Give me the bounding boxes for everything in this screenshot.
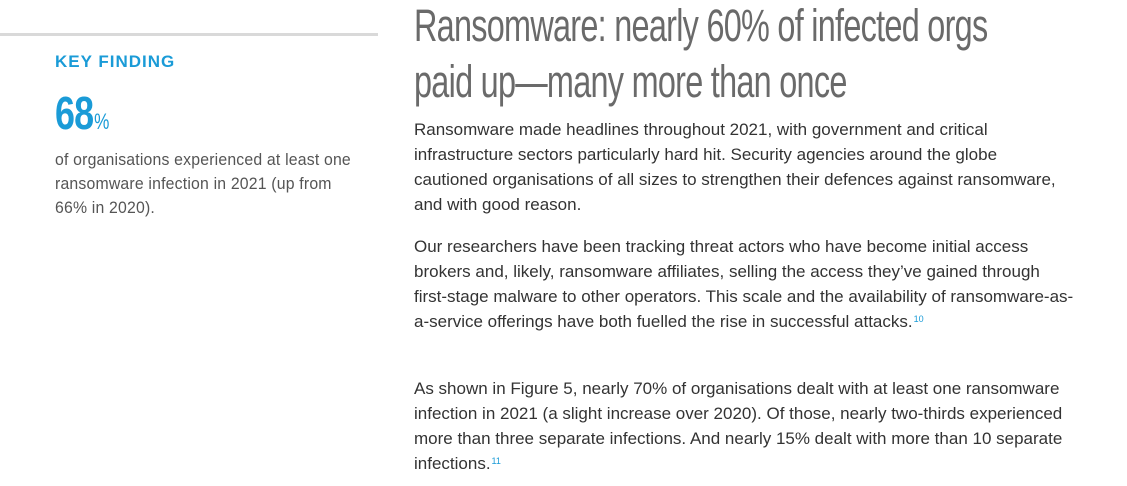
key-finding-label: KEY FINDING (55, 52, 176, 71)
article-main (414, 0, 1114, 473)
page-title (414, 0, 1084, 110)
paragraph-2-text: Our researchers have been tracking threat actors who have become initial access brokers and, likely, ransomware affiliates, selling the access they’ve gained through first-stage malware to other operators. This scale and the availability of ransomware-as-a-service offerings have both fuelled the rise in successful attacks. (414, 237, 1074, 331)
stat-description: of organisations experienced at least one ransomware infection in 2021 (up from 66% in 2020). (55, 150, 351, 217)
paragraph-1 (414, 117, 1074, 217)
paragraph-1-text: Ransomware made headlines throughout 2021, with government and critical infrastructure sectors particularly hard hit. Security agencies around the globe cautioned organisations of all sizes to strengthen their defences against ransomware, and with good reason. (414, 120, 1056, 214)
title-line-1: Ransomware: nearly 60% of infected orgs (414, 0, 988, 51)
title-line-2: paid up—many more than once (414, 56, 847, 107)
stat-value: 68 (55, 87, 94, 139)
paragraph-3-text: As shown in Figure 5, nearly 70% of organisations dealt with at least one ransomware infection in 2021 (a slight increase over 2020). Of those, nearly two-thirds experienced more than three separate infections. And nearly 15% dealt with more than 10 separate infections. (414, 379, 1063, 473)
paragraph-2 (414, 234, 1074, 334)
paragraph-3 (414, 376, 1074, 476)
footnote-ref-11[interactable]: 11 (491, 456, 501, 466)
footnote-ref-10[interactable]: 10 (913, 314, 924, 324)
key-finding-panel (55, 52, 355, 220)
sidebar-divider (0, 33, 378, 36)
key-finding-stat (55, 87, 289, 139)
stat-unit: % (94, 109, 110, 134)
